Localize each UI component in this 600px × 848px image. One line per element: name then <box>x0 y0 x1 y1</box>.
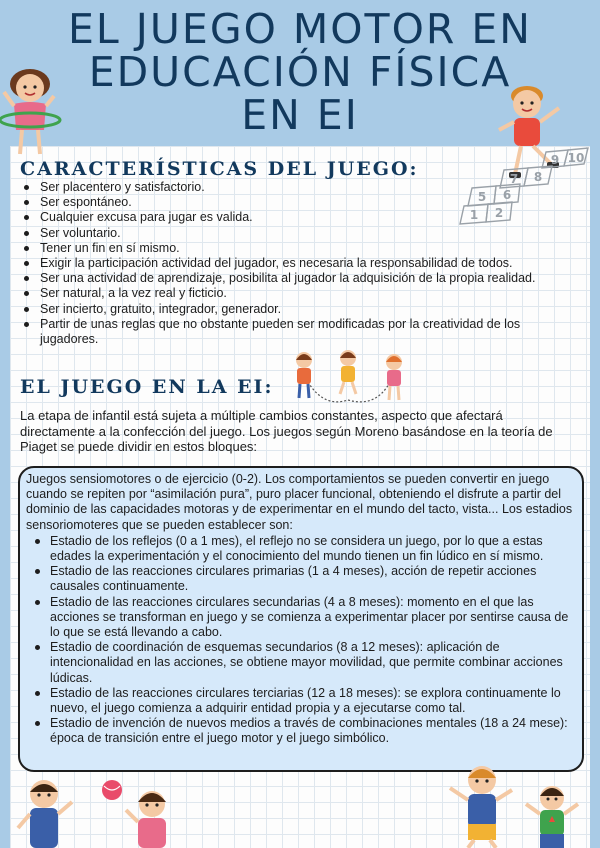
hopscotch-number-9: 9 <box>550 153 560 167</box>
list-item: Estadio de las reacciones circulares primarias (1 a 4 meses), acción de repetir acciones causales continuamente. <box>26 564 576 594</box>
hopscotch-number-5: 5 <box>477 190 487 204</box>
girl-hula-hoop-illustration <box>0 58 70 158</box>
hopscotch-number-1: 1 <box>469 208 479 222</box>
sensorimotor-games-box <box>18 466 584 772</box>
title-line-1: EL JUEGO MOTOR EN <box>68 5 532 53</box>
list-item: Ser una actividad de aprendizaje, posibilita al jugador la adquisición de la propia realidad. <box>20 271 560 286</box>
juego-ei-intro-paragraph: La etapa de infantil está sujeta a múltiple cambios constantes, aspecto que afectará directamente a la confección del juego. Los juegos según Moreno basándose en la teoría de Piaget se puede dividir en estos bloques: <box>20 408 553 455</box>
list-item: Tener un fin en sí mismo. <box>20 241 560 256</box>
box-lead-paragraph: Juegos sensiomotores o de ejercicio (0-2). Los comportamientos se pueden convertir en juego cuando se repiten por “asimilación pura”, puro placer funcional, obteniendo el disfrute a partir del dominio de las capacidades motoras y de experimentar en el mundo del tacto, vista... Los estadios sensoriomoteres que se pueden establecer son: <box>26 472 573 532</box>
title-line-3: EN EI <box>241 91 359 139</box>
kids-playing-ball-illustration <box>14 772 174 848</box>
list-item: Partir de unas reglas que no obstante pueden ser modificadas por la creatividad de los jugadores. <box>20 317 560 347</box>
stages-list <box>26 534 576 747</box>
list-item: Ser voluntario. <box>20 226 560 241</box>
list-item: Estadio de los reflejos (0 a 1 mes), el reflejo no se considera un juego, por lo que a estas edades la experimentación y el conocimiento del mundo tienen un fin lúdico en sí mismo. <box>26 534 576 564</box>
section-heading-juego-ei: EL JUEGO EN LA EI: <box>20 376 274 398</box>
kids-running-illustration <box>438 758 590 848</box>
hopscotch-number-10: 10 <box>567 151 585 165</box>
list-item: Ser incierto, gratuito, integrador, generador. <box>20 302 560 317</box>
title-line-2: EDUCACIÓN FÍSICA <box>88 48 512 96</box>
list-item: Estadio de invención de nuevos medios a través de combinaciones mentales (18 a 24 mese): época de transición entre el juego motor y el juego simbólico. <box>26 716 576 746</box>
list-item: Ser natural, a la vez real y ficticio. <box>20 286 560 301</box>
list-item: Ser espontáneo. <box>20 195 560 210</box>
characteristics-list <box>20 180 560 347</box>
section-heading-caracteristicas: CARACTERÍSTICAS DEL JUEGO: <box>20 158 419 180</box>
list-item: Estadio de coordinación de esquemas secundarios (8 a 12 meses): aplicación de intencionalidad en las acciones, se obtiene mayor movilidad, que permite combinar acciones lúdicas. <box>26 640 576 686</box>
hopscotch-number-7: 7 <box>509 172 519 186</box>
hopscotch-number-2: 2 <box>494 206 504 220</box>
hopscotch-number-8: 8 <box>533 170 543 184</box>
list-item: Cualquier excusa para jugar es valida. <box>20 210 560 225</box>
list-item: Estadio de las reacciones circulares terciarias (12 a 18 meses): se explora continuamente lo nuevo, el juego comienza a adquirir entidad propia y a ejecutarse como tal. <box>26 686 576 716</box>
hopscotch-number-6: 6 <box>502 188 512 202</box>
list-item: Estadio de las reacciones circulares secundarias (4 a 8 meses): momento en el que las acciones se transforman en juego y se comienza a experimentar placer por sentirse causa de lo que se está llevando a cabo. <box>26 595 576 641</box>
list-item: Exigir la participación actividad del jugador, es necesaria la responsabilidad de todos. <box>20 256 560 271</box>
list-item: Ser placentero y satisfactorio. <box>20 180 560 195</box>
kids-jump-rope-illustration <box>290 348 412 406</box>
